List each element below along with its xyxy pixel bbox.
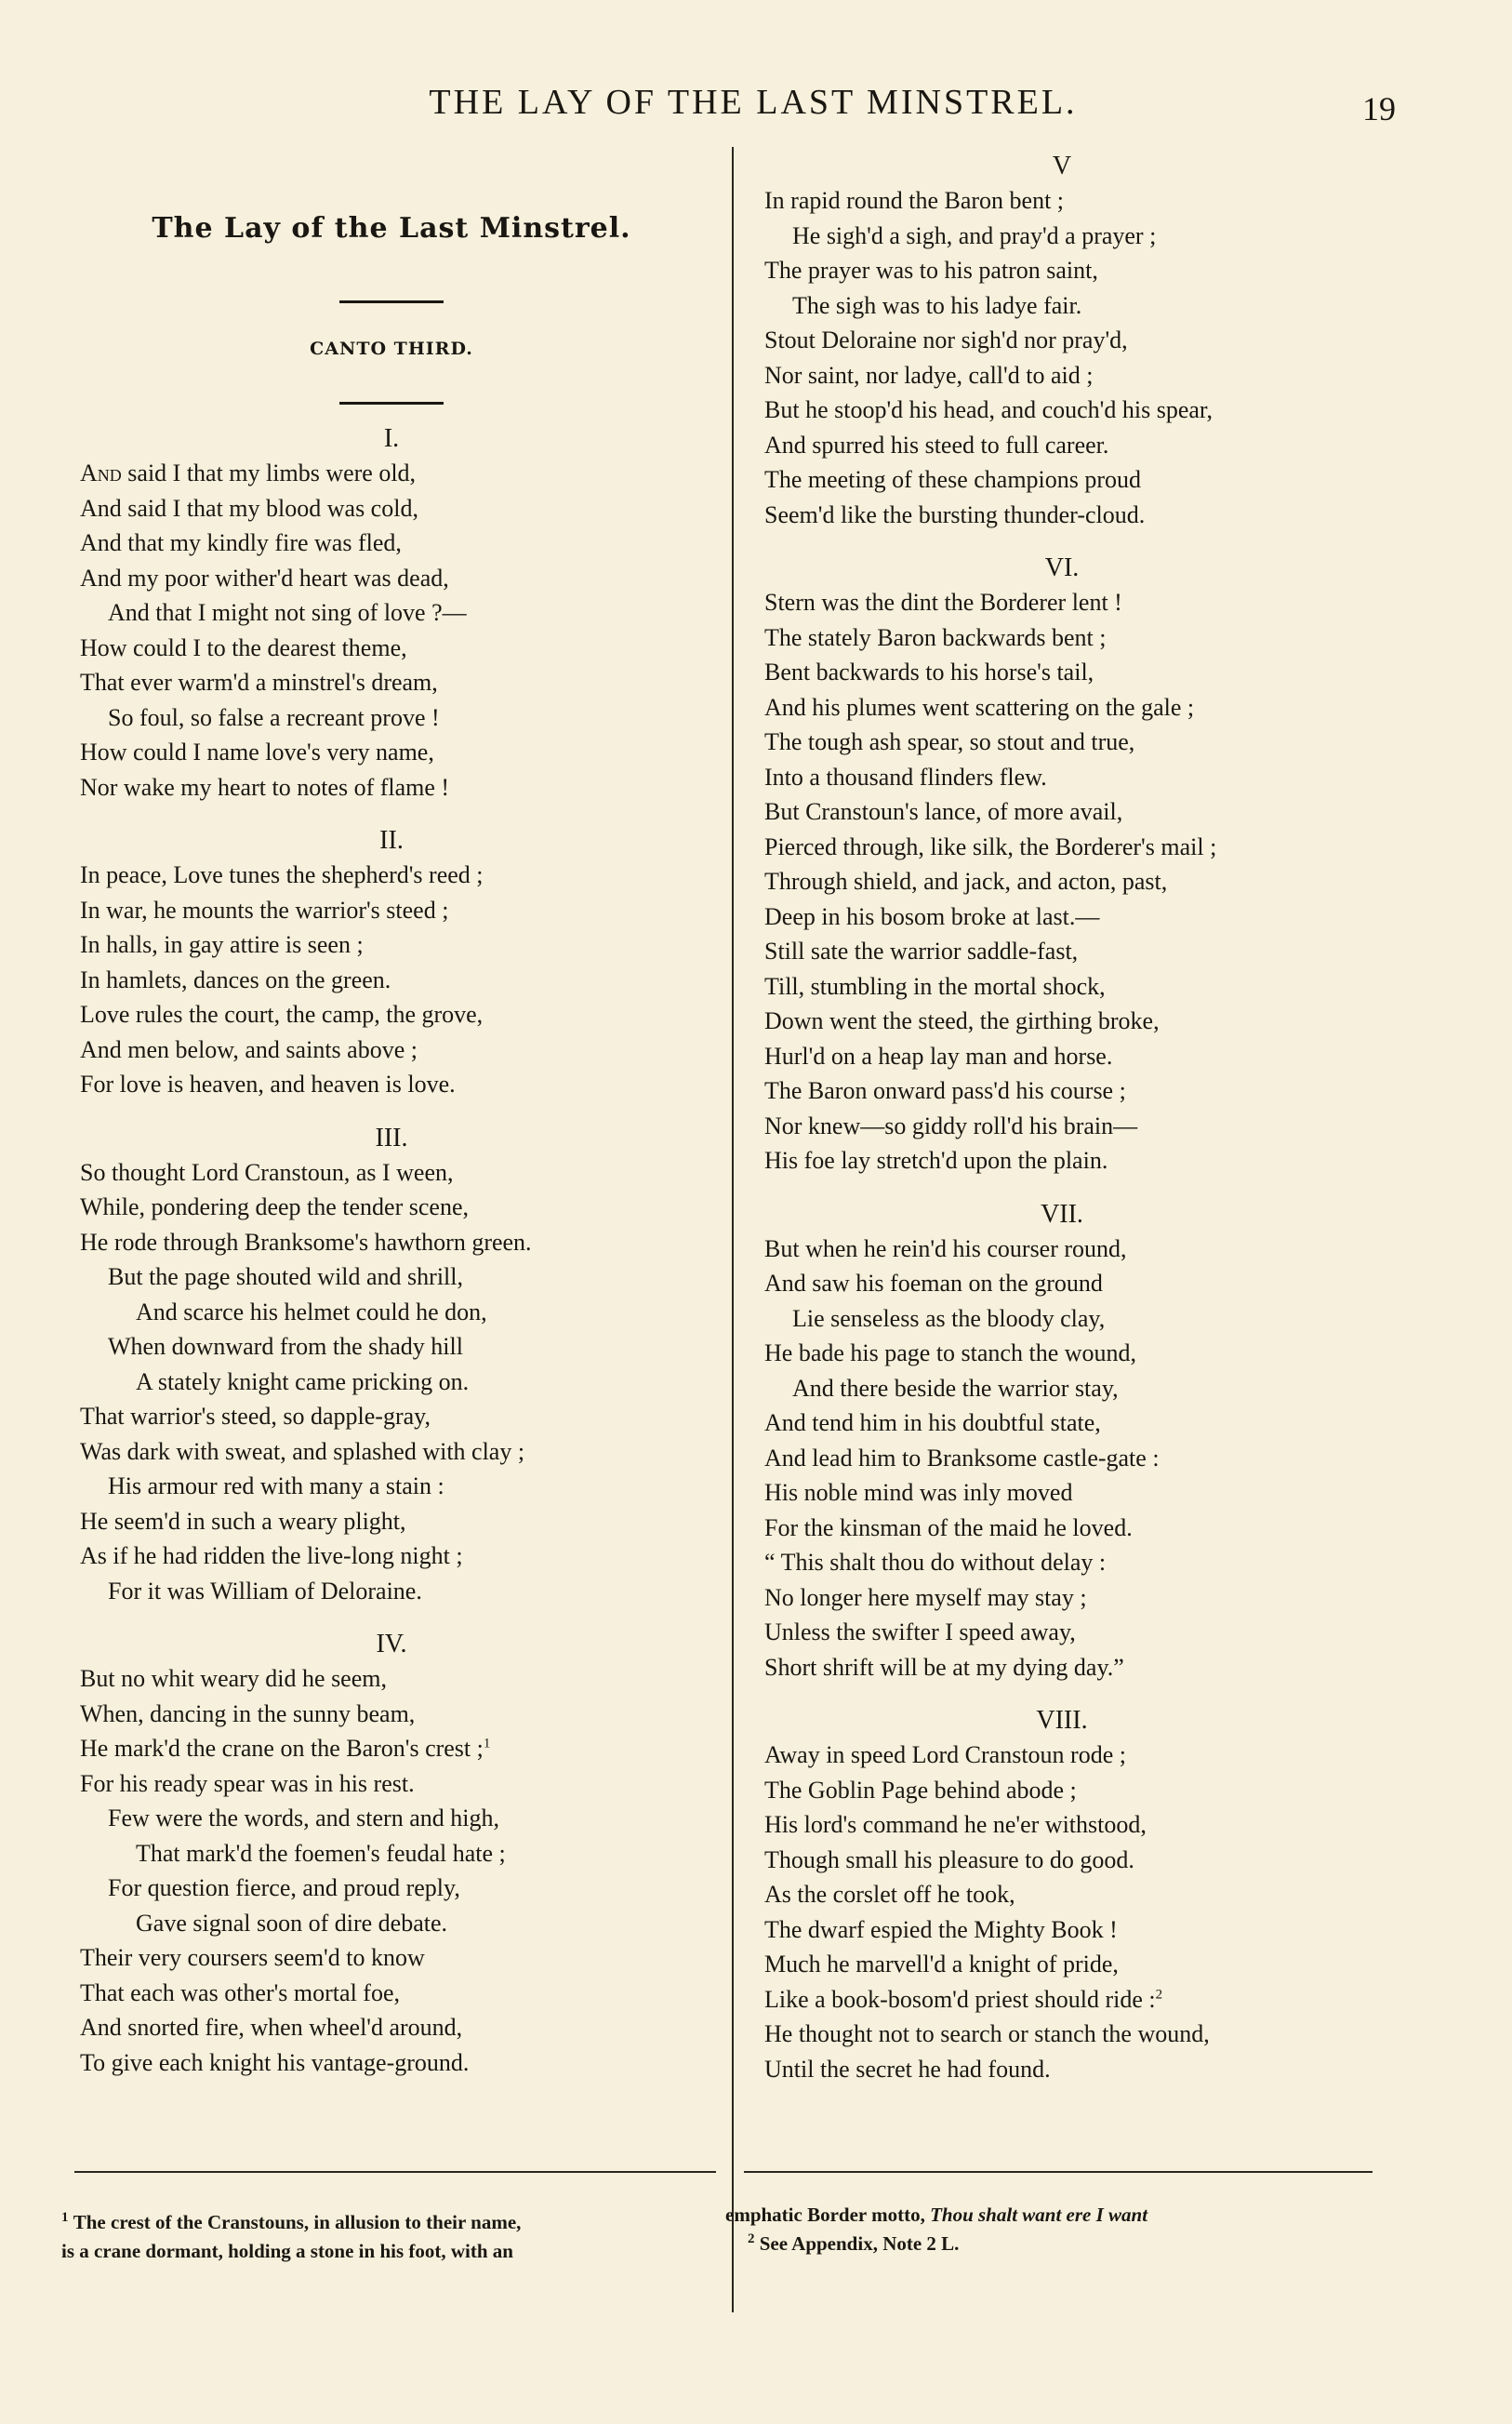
stanza-numeral: VII. bbox=[1041, 1199, 1083, 1229]
stanza-numeral: I. bbox=[383, 424, 400, 453]
verse-line bbox=[80, 456, 703, 491]
verse-line: But when he rein'd his courser round, bbox=[764, 1234, 1127, 1262]
verse-line: Short shrift will be at my dying day.” bbox=[764, 1653, 1124, 1681]
verse-line: In halls, in gay attire is seen ; bbox=[80, 931, 364, 958]
verse-line: Few were the words, and stern and high, bbox=[108, 1805, 499, 1831]
stanza-4 bbox=[80, 1627, 703, 2080]
verse-line: He bade his page to stanch the wound, bbox=[764, 1339, 1137, 1366]
stanza-6 bbox=[764, 551, 1359, 1179]
footnote-rule-right bbox=[744, 2171, 1373, 2173]
verse-line: As the corslet off he took, bbox=[764, 1881, 1015, 1908]
footnote-1-mark: 1 bbox=[61, 2210, 69, 2225]
footnote-1-line-2: is a crane dormant, holding a stone in his foot, with an bbox=[61, 2240, 513, 2262]
verse-line-text: Like a book-bosom'd priest should ride : bbox=[764, 1985, 1156, 2013]
verse-line: In rapid round the Baron bent ; bbox=[764, 187, 1065, 214]
verse-line: Nor wake my heart to notes of flame ! bbox=[80, 773, 450, 801]
verse-line: In peace, Love tunes the shepherd's reed ; bbox=[80, 861, 484, 888]
verse-line: Was dark with sweat, and splashed with clay ; bbox=[80, 1437, 525, 1465]
verse-line: How could I name love's very name, bbox=[80, 739, 434, 766]
verse-line: And my poor wither'd heart was dead, bbox=[80, 564, 449, 592]
title-rule bbox=[339, 300, 444, 303]
stanza-numeral: V bbox=[1052, 152, 1072, 180]
page-number: 19 bbox=[1362, 90, 1396, 127]
verse-line: Unless the swifter I speed away, bbox=[764, 1618, 1076, 1645]
stanza-numeral: II. bbox=[379, 826, 404, 855]
verse-line: A stately knight came pricking on. bbox=[136, 1367, 470, 1395]
verse-line: And there beside the warrior stay, bbox=[792, 1374, 1119, 1402]
verse-line: For it was William of Deloraine. bbox=[108, 1577, 422, 1605]
footnote-ref-1[interactable]: 1 bbox=[483, 1736, 491, 1751]
verse-line: Lie senseless as the bloody clay, bbox=[792, 1304, 1106, 1332]
verse-line: Stout Deloraine nor sigh'd nor pray'd, bbox=[764, 326, 1128, 353]
verse-line: No longer here myself may stay ; bbox=[764, 1583, 1087, 1611]
poem-title: The Lay of the Last Minstrel. bbox=[152, 212, 631, 245]
verse-line: And that my kindly fire was fled, bbox=[80, 529, 402, 556]
verse-line: How could I to the dearest theme, bbox=[80, 633, 407, 661]
verse-line: Deep in his bosom broke at last.— bbox=[764, 902, 1100, 930]
verse-line: To give each knight his vantage-ground. bbox=[80, 2048, 470, 2076]
verse-line: In hamlets, dances on the green. bbox=[80, 966, 391, 993]
footnote-1-text-2: emphatic Border motto, bbox=[725, 2204, 925, 2226]
initial-word: And bbox=[80, 459, 122, 486]
verse-line: The Baron onward pass'd his course ; bbox=[764, 1077, 1126, 1104]
verse-line: Hurl'd on a heap lay man and horse. bbox=[764, 1042, 1113, 1070]
verse-line: His foe lay stretch'd upon the plain. bbox=[764, 1147, 1108, 1174]
verse-line bbox=[764, 1982, 1359, 2018]
stanza-2 bbox=[80, 823, 703, 1102]
footnote-1-line-1 bbox=[61, 2208, 521, 2237]
running-title: THE LAY OF THE LAST MINSTREL. bbox=[429, 83, 1078, 122]
canto-rule bbox=[339, 402, 444, 405]
verse-line: Till, stumbling in the mortal shock, bbox=[764, 972, 1106, 1000]
verse-line: Down went the steed, the girthing broke, bbox=[764, 1007, 1160, 1034]
stanza-8 bbox=[764, 1703, 1359, 2086]
verse-line: Seem'd like the bursting thunder-cloud. bbox=[764, 500, 1146, 528]
verse-line: And snorted fire, when wheel'd around, bbox=[80, 2014, 463, 2041]
stanza-1 bbox=[80, 421, 703, 805]
verse-line: But no whit weary did he seem, bbox=[80, 1665, 387, 1692]
verse-line: Still sate the warrior saddle-fast, bbox=[764, 938, 1079, 965]
verse-line: As if he had ridden the live-long night ; bbox=[80, 1542, 463, 1569]
stanza-numeral: III. bbox=[375, 1123, 408, 1152]
verse-line: Much he marvell'd a knight of pride, bbox=[764, 1951, 1119, 1978]
footnote-1-motto: Thou shalt want ere I want bbox=[930, 2204, 1148, 2226]
verse-line: The tough ash spear, so stout and true, bbox=[764, 728, 1135, 755]
verse-line: And scarce his helmet could he don, bbox=[136, 1298, 487, 1325]
verse-line: And that I might not sing of love ?— bbox=[108, 599, 467, 626]
verse-line: Bent backwards to his horse's tail, bbox=[764, 659, 1094, 686]
verse-line: That ever warm'd a minstrel's dream, bbox=[80, 669, 438, 696]
verse-line: Away in speed Lord Cranstoun rode ; bbox=[764, 1741, 1126, 1768]
verse-line: The dwarf espied the Mighty Book ! bbox=[764, 1915, 1118, 1943]
verse-line: And his plumes went scattering on the gale ; bbox=[764, 693, 1195, 721]
verse-line bbox=[80, 1731, 703, 1766]
verse-line: But Cranstoun's lance, of more avail, bbox=[764, 798, 1123, 825]
footnote-rule-left bbox=[74, 2171, 716, 2173]
verse-line: But the page shouted wild and shrill, bbox=[108, 1263, 464, 1290]
verse-line: Gave signal soon of dire debate. bbox=[136, 1909, 448, 1937]
verse-line: When downward from the shady hill bbox=[108, 1333, 463, 1360]
verse-line: His noble mind was inly moved bbox=[764, 1479, 1073, 1506]
verse-line: Pierced through, like silk, the Borderer's mail ; bbox=[764, 832, 1217, 860]
verse-line: He seem'd in such a weary plight, bbox=[80, 1507, 406, 1535]
footnote-2 bbox=[748, 2230, 959, 2258]
verse-line: While, pondering deep the tender scene, bbox=[80, 1193, 469, 1220]
verse-line: The stately Baron backwards bent ; bbox=[764, 623, 1107, 651]
stanza-numeral: VIII. bbox=[1036, 1706, 1088, 1735]
verse-line: Until the secret he had found. bbox=[764, 2055, 1051, 2083]
footnote-2-mark: 2 bbox=[748, 2231, 755, 2246]
verse-line: For question fierce, and proud reply, bbox=[108, 1874, 460, 1901]
verse-line: The prayer was to his patron saint, bbox=[764, 257, 1098, 284]
left-column bbox=[80, 186, 703, 2080]
verse-line: His armour red with many a stain : bbox=[108, 1472, 444, 1499]
footnote-ref-2[interactable]: 2 bbox=[1155, 1986, 1163, 2002]
verse-line: And lead him to Branksome castle-gate : bbox=[764, 1444, 1160, 1472]
verse-line: He sigh'd a sigh, and pray'd a prayer ; bbox=[792, 221, 1157, 249]
footnote-1 bbox=[61, 2208, 521, 2266]
verse-line: He thought not to search or stanch the wound, bbox=[764, 2020, 1210, 2047]
verse-line: In war, he mounts the warrior's steed ; bbox=[80, 896, 449, 924]
verse-line: Stern was the dint the Borderer lent ! bbox=[764, 589, 1122, 616]
canto-heading: CANTO THIRD. bbox=[310, 339, 473, 359]
right-column bbox=[764, 149, 1359, 2086]
verse-line-text: He mark'd the crane on the Baron's crest ; bbox=[80, 1735, 484, 1762]
verse-line: So foul, so false a recreant prove ! bbox=[108, 703, 440, 731]
column-divider bbox=[732, 147, 734, 2312]
verse-line: That each was other's mortal foe, bbox=[80, 1978, 400, 2006]
verse-line: Though small his pleasure to do good. bbox=[764, 1845, 1134, 1873]
verse-line: When, dancing in the sunny beam, bbox=[80, 1699, 416, 1727]
verse-line: And spurred his steed to full career. bbox=[764, 431, 1109, 459]
verse-line-rest: said I that my limbs were old, bbox=[121, 459, 417, 486]
verse-line: The sigh was to his ladye fair. bbox=[792, 291, 1082, 319]
verse-line: He rode through Branksome's hawthorn green. bbox=[80, 1228, 532, 1256]
verse-line: And said I that my blood was cold, bbox=[80, 494, 418, 522]
verse-line: And saw his foeman on the ground bbox=[764, 1270, 1103, 1297]
verse-line: So thought Lord Cranstoun, as I ween, bbox=[80, 1158, 454, 1186]
verse-line: Love rules the court, the camp, the grove, bbox=[80, 1001, 484, 1028]
stanza-numeral: IV. bbox=[376, 1630, 407, 1658]
stanza-5 bbox=[764, 149, 1359, 532]
verse-line: That warrior's steed, so dapple-gray, bbox=[80, 1403, 431, 1430]
verse-line: Nor knew—so giddy roll'd his brain— bbox=[764, 1112, 1138, 1139]
verse-line: Through shield, and jack, and acton, past, bbox=[764, 868, 1168, 895]
verse-line: The Goblin Page behind abode ; bbox=[764, 1776, 1077, 1804]
verse-line: His lord's command he ne'er withstood, bbox=[764, 1811, 1147, 1838]
verse-line: Into a thousand flinders flew. bbox=[764, 763, 1047, 791]
verse-line: Nor saint, nor ladye, call'd to aid ; bbox=[764, 361, 1094, 389]
stanza-3 bbox=[80, 1121, 703, 1609]
stanza-7 bbox=[764, 1197, 1359, 1685]
verse-line: “ This shalt thou do without delay : bbox=[764, 1549, 1107, 1576]
stanza-numeral: VI. bbox=[1044, 553, 1080, 582]
verse-line: Their very coursers seem'd to know bbox=[80, 1944, 425, 1971]
verse-line: For love is heaven, and heaven is love. bbox=[80, 1071, 456, 1098]
verse-line: That mark'd the foemen's feudal hate ; bbox=[136, 1839, 506, 1867]
footnote-1-continued bbox=[725, 2201, 1147, 2230]
verse-line: For his ready spear was in his rest. bbox=[80, 1769, 415, 1797]
footnote-2-text: See Appendix, Note 2 L. bbox=[759, 2232, 960, 2255]
verse-line: The meeting of these champions proud bbox=[764, 466, 1142, 493]
verse-line: And tend him in his doubtful state, bbox=[764, 1409, 1101, 1436]
verse-line: But he stoop'd his head, and couch'd his spear, bbox=[764, 396, 1214, 423]
verse-line: And men below, and saints above ; bbox=[80, 1035, 418, 1063]
verse-line: For the kinsman of the maid he loved. bbox=[764, 1513, 1133, 1541]
footnote-1-text-1: The crest of the Cranstouns, in allusion to their name, bbox=[73, 2211, 522, 2233]
